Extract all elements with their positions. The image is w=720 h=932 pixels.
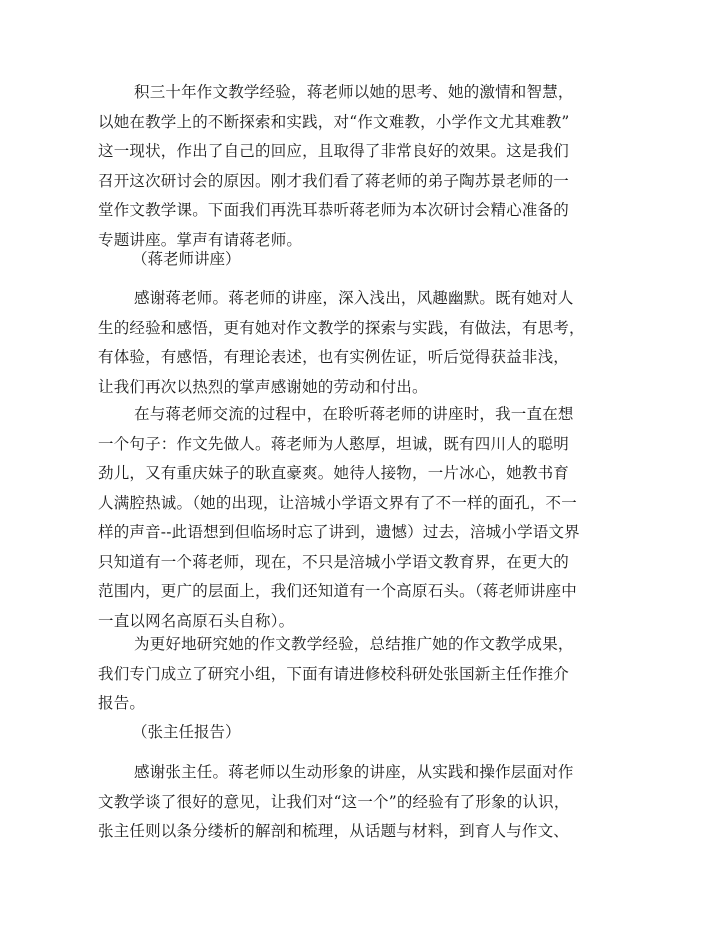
paragraph-reflection xyxy=(98,400,608,636)
paragraph-research-group xyxy=(98,630,608,719)
text-line: 张主任则以条分缕析的解剖和梳理，从话题与材料，到育人与作文、 xyxy=(98,822,570,840)
text-line: 让我们再次以热烈的掌声感谢她的劳动和付出。 xyxy=(98,377,428,396)
paragraph-thanks-report xyxy=(98,758,608,847)
text-line: 我们专门成立了研究小组，下面有请进修校科研处张国新主任作推介 xyxy=(98,664,570,683)
text-line: 为更好地研究她的作文教学经验，总结推广她的作文教学成果， xyxy=(134,635,574,653)
text-line: 积三十年作文教学经验，蒋老师以她的思考、她的激情和智慧， xyxy=(134,83,574,101)
text-line: 感谢张主任。蒋老师以生动形象的讲座，从实践和操作层面对作 xyxy=(134,763,574,781)
stage-direction-lecture: （蒋老师讲座） xyxy=(132,250,241,268)
text-line: 有体验，有感悟，有理论表述，也有实例佐证，听后觉得获益非浅， xyxy=(98,348,570,366)
paragraph-opening xyxy=(98,78,608,255)
text-line: 召开这次研讨会的原因。刚才我们看了蒋老师的弟子陶苏景老师的一 xyxy=(98,171,570,190)
text-line: 这一现状，作出了自己的回应，且取得了非常良好的效果。这是我们 xyxy=(98,142,570,160)
text-line: 生的经验和感悟，更有她对作文教学的探索与实践，有做法，有思考， xyxy=(98,318,585,337)
text-line: 感谢蒋老师。蒋老师的讲座，深入浅出，风趣幽默。既有她对人 xyxy=(134,289,574,307)
text-line: 报告。 xyxy=(98,694,146,712)
text-line: 人满腔热诚。（她的出现，让涪城小学语文界有了不一样的面孔，不一 xyxy=(98,493,577,512)
text-line: 样的声音--此语想到但临场时忘了讲到，遗憾）过去，涪城小学语文界 xyxy=(98,523,580,541)
text-line: 只知道有一个蒋老师，现在，不只是涪城小学语文教育界，在更大的 xyxy=(98,552,570,571)
text-line: 以她在教学上的不断探索和实践，对“作文难教，小学作文尤其难教” xyxy=(98,112,570,131)
text-line: 专题讲座。掌声有请蒋老师。 xyxy=(98,230,303,249)
text-line: 范围内，更广的层面上，我们还知道有一个高原石头。（蒋老师讲座中 xyxy=(98,582,577,600)
paragraph-thanks-lecture xyxy=(98,284,608,402)
text-line: 堂作文教学课。下面我们再洗耳恭听蒋老师为本次研讨会精心准备的 xyxy=(98,201,570,219)
text-line: 一直以网名高原石头自称）。 xyxy=(98,611,295,630)
text-line: 劲儿，又有重庆妹子的耿直豪爽。她待人接物，一片冰心，她教书育 xyxy=(98,464,570,482)
stage-direction-report: （张主任报告） xyxy=(132,723,241,741)
text-line: 一个句子：作文先做人。蒋老师为人憨厚，坦诚，既有四川人的聪明 xyxy=(98,434,570,453)
text-line: 在与蒋老师交流的过程中，在聆听蒋老师的讲座时，我一直在想 xyxy=(134,405,574,423)
text-line: 文教学谈了很好的意见，让我们对“这一个”的经验有了形象的认识， xyxy=(98,792,570,811)
